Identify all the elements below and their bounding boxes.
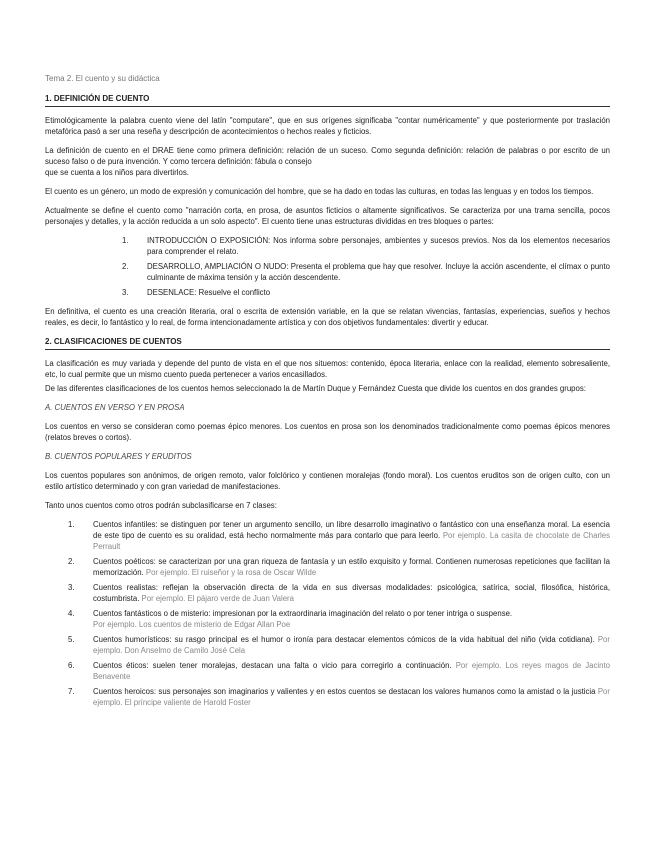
paragraph-subclases: Tanto unos cuentos como otros podrán subclasificarse en 7 clases:: [45, 501, 277, 510]
paragraph-definicion-actual: Actualmente se define el cuento como "narración corta, en prosa, de asuntos ficticios o altamente significativos. Se caracteriza por una trama sencilla, pocos personajes y detalles, y la acción reducida a un solo aspecto". El cuento tiene unas estructuras divididas en tres bloques o partes:: [45, 206, 610, 226]
list-item: 4. Cuentos fantásticos o de misterio: impresionan por la extraordinaria imaginación del relato o por tener intriga o suspense. Por ejemplo. Los cuentos de misterio de Edgar Allan Poe: [68, 609, 513, 629]
section-title-definicion: 1. DEFINICIÓN DE CUENTO: [45, 93, 610, 107]
list-item: 2. DESARROLLO, AMPLIACIÓN O NUDO: Presenta el problema que hay que resolver. Incluye la acción ascendente, el clímax o punto culminante de máxima tensión y la acción descendente.: [122, 262, 610, 282]
list-item: 1. INTRODUCCIÓN O EXPOSICIÓN: Nos informa sobre personajes, ambientes y sucesos previos. Nos da los elementos necesarios para comprender el relato.: [122, 236, 610, 256]
example-text: Por ejemplo. El príncipe valiente de Harold Foster: [93, 687, 610, 707]
example-text: Por ejemplo. Don Anselmo de Camilo José Cela: [93, 635, 610, 655]
paragraph-conclusion: En definitiva, el cuento es una creación literaria, oral o escrita de extensión variable, en la que se relatan vivencias, fantasías, experiencias, sueños y hechos reales, es decir, lo fantástico y lo real, de forma intencionadamente artística y con dos objetivos fundamentales: divertir y educar.: [45, 307, 610, 327]
paragraph-seleccion: De las diferentes clasificaciones de los cuentos hemos seleccionado la de Martín Duque y Fernández Cuesta que divide los cuentos en dos grandes grupos:: [45, 384, 586, 393]
section-title-clasificaciones: 2. CLASIFICACIONES DE CUENTOS: [45, 336, 610, 350]
list-item: 6. Cuentos éticos: suelen tener moralejas, destacan una falta o vicio para corregirlo a continuación. Por ejemplo. Los reyes magos de Jacinto Benavente: [68, 661, 610, 681]
example-text: Por ejemplo. El ruiseñor y la rosa de Oscar Wilde: [145, 568, 317, 577]
example-text: Por ejemplo. El pájaro verde de Juan Valera: [141, 594, 294, 603]
classes-list: [45, 519, 610, 708]
paragraph-drae: La definición de cuento en el DRAE tiene como primera definición: relación de un suceso. Como segunda definición: relación de palabras o por escrito de un suceso falso o de pura invención. Y como tercera definición: fábula o consejo que se cuenta a los niños para divertirlos.: [45, 146, 610, 177]
list-item: 3. Cuentos realistas: reflejan la observación directa de la vida en sus diversas modalidades: psicológica, satírica, social, filosófica, histórica, costumbrista. Por ejemplo. El pájaro verde de Juan Valera: [68, 583, 610, 603]
list-item: 5. Cuentos humorísticos: su rasgo principal es el humor o ironía para destacar elementos cómicos de la vida habitual del niño (vida cotidiana). Por ejemplo. Don Anselmo de Camilo José Cela: [68, 635, 610, 655]
list-item: 2. Cuentos poéticos: se caracterizan por una gran riqueza de fantasía y un estilo exquisito y formal. Contienen numerosas repeticiones que facilitan la memorización. Por ejemplo. El ruiseñor y la rosa de Oscar Wilde: [68, 557, 610, 577]
paragraph-etimologia: Etimológicamente la palabra cuento viene del latín "computare", que en sus orígenes significaba "contar numéricamente" y que posteriormente por traslación metafórica pasó a ser una reseña y descripción de acontecimientos o hechos reales y ficticios.: [45, 116, 610, 136]
paragraph-clasificacion: La clasificación es muy variada y depende del punto de vista en el que nos situemos: contenido, época literaria, enlace con la realidad, elemento sobresaliente, etc, lo cual permite que un mismo cuento pueda pertenecer a varios encasillados.: [45, 359, 610, 379]
list-item: 3. DESENLACE: Resuelve el conflicto: [122, 288, 271, 297]
paragraph-genero: El cuento es un género, un modo de expresión y comunicación del hombre, que se ha dado en todas las culturas, en todas las lenguas y en todos los tiempos.: [45, 187, 594, 196]
example-text: Por ejemplo. Los reyes magos de Jacinto Benavente: [93, 661, 610, 681]
parts-list: [45, 235, 610, 298]
list-item: 7. Cuentos heroicos: sus personajes son imaginarios y valientes y en estos cuentos se destacan los valores humanos como la amistad o la justicia Por ejemplo. El príncipe valiente de Harold Foster: [68, 687, 610, 707]
subheading-populares-eruditos: B. CUENTOS POPULARES Y ERUDITOS: [45, 452, 192, 461]
page-header: Tema 2. El cuento y su didáctica: [45, 74, 160, 83]
subheading-verso-prosa: A. CUENTOS EN VERSO Y EN PROSA: [45, 403, 185, 412]
paragraph-populares-eruditos: Los cuentos populares son anónimos, de origen remoto, valor folclórico y contienen moralejas (fondo moral). Los cuentos eruditos son de origen culto, con un estilo artístico determinado y con gran variedad de manifestaciones.: [45, 471, 610, 491]
paragraph-verso-prosa: Los cuentos en verso se consideran como poemas épico menores. Los cuentos en prosa son los denominados tradicionalmente como poemas épicos menores (relatos breves o cortos).: [45, 422, 610, 442]
list-item: 1. Cuentos infantiles: se distinguen por tener un argumento sencillo, un libre desarrollo imaginativo o fantástico con una enseñanza moral. La esencia de este tipo de cuento es su oralidad, está hecho normalmente más para contarlo que para leerlo. Por ejemplo. La casita de chocolate de Charles Perrault: [68, 520, 611, 551]
example-text: Por ejemplo. La casita de chocolate de Charles Perrault: [93, 531, 611, 551]
example-text: Por ejemplo. Los cuentos de misterio de Edgar Allan Poe: [93, 620, 291, 629]
